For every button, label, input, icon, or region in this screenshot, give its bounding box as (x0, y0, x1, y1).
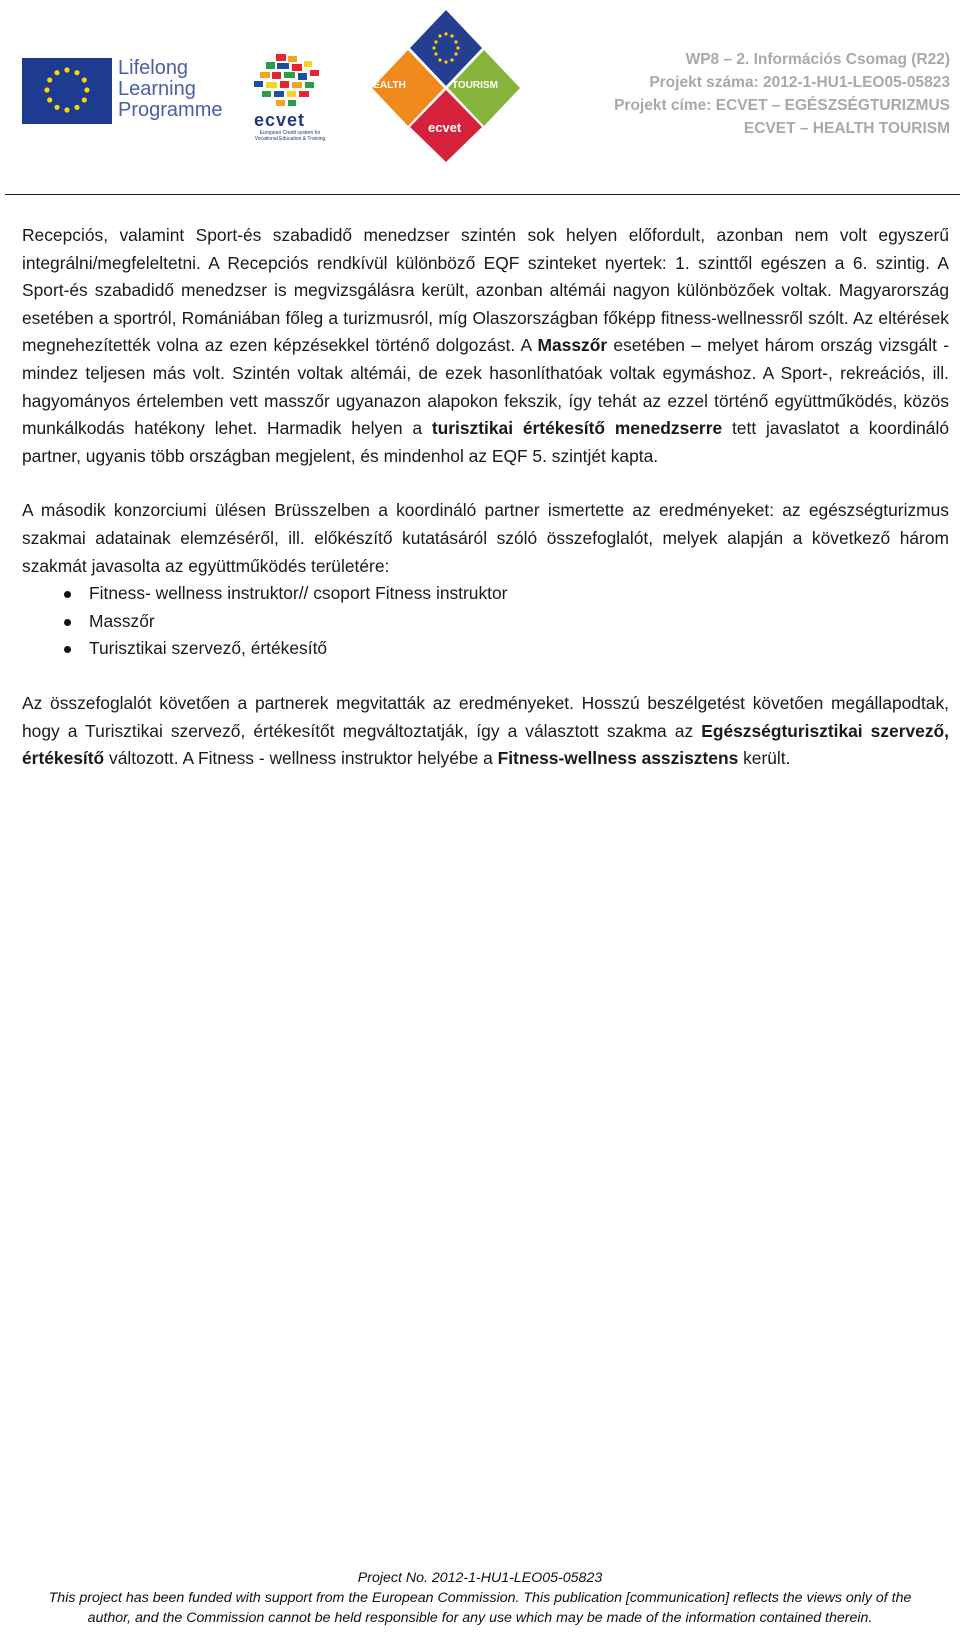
project-meta (614, 48, 950, 140)
header-divider (5, 194, 960, 195)
bold-term-massage: Masszőr (537, 335, 608, 356)
footer-disclaimer-line-1: This project has been funded with support from the European Commission. This publication [communication] reflects the views only of the (48, 1590, 912, 1606)
document-body (22, 222, 949, 773)
eu-flag-icon (22, 58, 112, 124)
ecvet-logo (246, 52, 332, 144)
bullet-icon (64, 619, 71, 626)
llp-wordmark: Lifelong Learning Programme (118, 57, 223, 121)
paragraph-3: Az összefoglalót követően a partnerek megvitatták az eredményeket. Hosszú beszélgetést követően megállapodtak, hogy a Turisztikai szervező, értékesítőt megváltoztatják, így a választott szakma az Egészségturisztikai szervező, értékesítő változott. A Fitness - wellness instruktor helyébe a Fitness-wellness asszisztens került. (22, 692, 949, 769)
bold-term-health-tourism-organizer: Egészségturisztikai szervező, értékesítő (22, 720, 949, 769)
paragraph-1: Recepciós, valamint Sport-és szabadidő menedzser szintén sok helyen előfordult, azonban nem volt egyszerű integrálni/megfeleltetni. A Recepciós rendkívül különböző EQF szinteket nyertek: 1. szinttől egészen a 6. szintig. A Sport-és szabadidő menedzser is megvizsgálásra került, azonban altémái nagyon különbözőek voltak. Magyarország esetében a sportról, Romániában főleg a turizmusról, míg Olaszországban főképp fitness-wellnessről szólt. Az eltérések megnehezítették volna az ezen képzésekkel történő dolgozást. A Masszőr esetében – melyet három ország vizsgált - mindez teljesen más volt. Szintén voltak altémái, de ezek hasonlíthatóak voltak egymáshoz. A Sport-, rekreációs, ill. hagyományos értelemben vett masszőr ugyanazon alapokon fekszik, így tehát az ezzel történő együttműködés, közös munkálkodás hatékony lehet. Harmadik helyen a turisztikai értékesítő menedzserre tett javaslatot a koordináló partner, ugyanis több országban megjelent, és mindenhol az EQF 5. szintjét kapta. (22, 225, 949, 466)
bold-term-tourism-sales-manager: turisztikai értékesítő menedzserre (431, 418, 723, 439)
page-header (0, 0, 960, 195)
meta-line-english-title: ECVET – HEALTH TOURISM (743, 120, 950, 137)
lifelong-learning-programme-logo (22, 58, 232, 124)
profession-list (22, 580, 949, 663)
bullet-icon (64, 646, 71, 653)
page-footer (0, 1568, 960, 1628)
list-item: Masszőr (22, 608, 949, 636)
ecvet-wordmark: ecvet (254, 110, 306, 130)
ecvet-caption: European Credit system for Vocational Education & Training (254, 130, 326, 142)
footer-disclaimer-line-2: author, and the Commission cannot be held responsible for any use which may be made of the information contained therein. (87, 1610, 873, 1626)
list-item: Turisztikai szervező, értékesítő (22, 635, 949, 663)
footer-project-number: Project No. 2012-1-HU1-LEO05-05823 (357, 1570, 603, 1586)
meta-line-project-title: Projekt címe: ECVET – EGÉSZSÉGTURIZMUS (614, 97, 950, 114)
health-label: HEALTH (366, 80, 406, 91)
bullet-icon (64, 591, 71, 598)
meta-line-package: WP8 – 2. Információs Csomag (R22) (685, 51, 950, 68)
paragraph-2: A második konzorciumi ülésen Brüsszelben a koordináló partner ismertette az eredményeket: az egészségturizmus szakmai adatainak elemzéséről, ill. előkészítő kutatásáról szóló összefoglalót, melyek alapján a következő három szakmát javasolta az együttműködés területére: (22, 500, 949, 576)
health-tourism-logo (366, 8, 522, 164)
list-item: Fitness- wellness instruktor// csoport Fitness instruktor (22, 580, 949, 608)
ecvet-puzzle-icon (246, 52, 332, 110)
meta-line-project-number: Projekt száma: 2012-1-HU1-LEO05-05823 (649, 74, 950, 91)
ecvet-diamond-label: ecvet (428, 120, 462, 135)
bold-term-fitness-wellness-assistant: Fitness-wellness asszisztens (497, 748, 739, 769)
tourism-label: TOURISM (452, 80, 498, 91)
